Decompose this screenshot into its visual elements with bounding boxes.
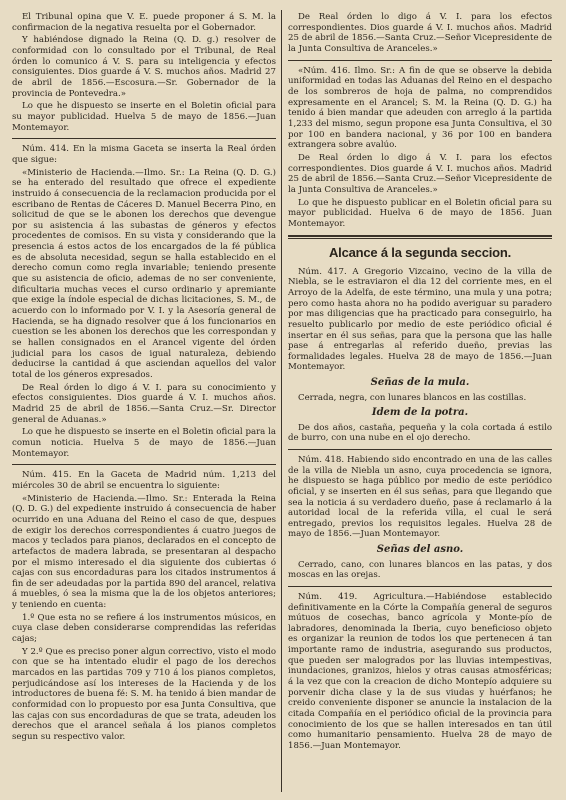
paragraph: Lo que he dispuesto se inserte en el Boletin oficial para su mayor publicidad. Huelva 5 de mayo de 1856.—Juan Montemayor. [12, 101, 276, 133]
paragraph: El Tribunal opina que V. E. puede proponer á S. M. la confirmacion de la negativa resuelta por el Gobernador. [12, 12, 276, 33]
subheading: Señas del asno. [376, 544, 464, 556]
paragraph: De dos años, castaña, pequeña y la cola cortada á estilo de burro, con una nube en el ojo derecho. [288, 422, 552, 444]
paragraph: Cerrada, negra, con lunares blancos en las costillas. [298, 392, 527, 403]
paragraph: Lo que he dispuesto se inserte en el Boletin oficial para la comun noticia. Huelva 5 de mayo de 1856.—Juan Montemayor. [12, 427, 276, 459]
paragraph: Y 2.º Que es preciso poner algun correctivo, visto el modo con que se ha intentado eludir el pago de los derechos marcados en las partidas 709 y 710 á los pianos completos, perjudicándose así los intereses de la Hacienda y de los introductores de buena fé: S. M. ha tenido á bien mandar de conformidad con lo propuesto por esa Junta Consultiva, que las cajas con sus encordaduras de que se trata, adeuden los derechos que el arancel señala á los pianos completos segun su respectivo valor. [12, 646, 276, 742]
section-rule [288, 235, 552, 239]
paragraph: De Real órden lo digo á V. I. para los efectos correspondientes. Dios guarde á V. I. muchos años. Madrid 25 de abril de 1856.—Santa Cruz.—Señor Vicepresidente de la Junta Consultiva de Aranceles.» [288, 152, 552, 195]
paragraph: Núm. 417. A Gregorio Vizcaino, vecino de la villa de Niebla, se le estraviaron el dia 12 del corriente mes, en el Arroyo de la Adelfa, de este término, una mula y una potra; pero como hasta ahora no ha podido averiguar su paradero por mas diligencias que ha practicado para conseguirlo, ha resuelto publicarlo por medio de este periódico oficial é insertar en él sus señas, para que la persona que las halle pase á entregarlas al referido dueño, previas las formalidades legales. Huelva 28 de mayo de 1856.—Juan Montemayor. [288, 266, 552, 373]
paragraph: Núm. 415. En la Gaceta de Madrid núm. 1,213 del miércoles 30 de abril se encuentra lo siguiente: [12, 470, 276, 491]
right-column [288, 12, 552, 754]
column-divider [281, 10, 282, 792]
paragraph: 1.º Que esta no se refiere á los instrumentos músicos, en cuya clase deben considerarse comprendidas las referidas cajas; [12, 612, 276, 645]
left-column [12, 12, 276, 745]
paragraph: Y habiéndose dignado la Reina (Q. D. g.) resolver de conformidad con lo consultado por el Tribunal, de Real órden lo comunico á V. S. para su inteligencia y efectos consiguientes. Dios guarde á V. S. muchos años. Madrid 27 de abril de 1856.—Escosura.—Sr. Gobernador de la provincia de Pontevedra.» [12, 35, 276, 99]
separator-rule [12, 464, 276, 465]
separator-rule [288, 449, 552, 450]
subheading: Señas de la mula. [370, 377, 470, 389]
separator-rule [288, 586, 552, 587]
paragraph: Lo que he dispuesto publicar en el Boletin oficial para su mayor publicidad. Huelva 6 de mayo de 1856. Juan Montemayor. [288, 197, 552, 229]
paragraph: Cerrado, cano, con lunares blancos en las patas, y dos moscas en las orejas. [288, 559, 552, 581]
section-title: Alcance á la segunda seccion. [328, 245, 512, 261]
paragraph: «Ministerio de Hacienda.—Ilmo. Sr.: La Reina (Q. D. G.) se ha enterado del resultado que ofrece el expediente instruido á consecuencia de la reclamacion producida por el escribano de Rentas de Cáceres D. Manuel Becerra Pino, en solicitud de que se le abonen los derechos que devengue por su asistencia á las subastas de géneros y efectos procedentes de comisos. En su vista y considerando que la presencia á estos actos de los encargados de la fé pública es de absoluta necesidad, segun se halla establecido en el derecho comun como regla invariable; teniendo presente que su asistencia de oficio, ademas de no ser conveniente, dificultaria muchas veces el curso ordinario y apremiante que exige la índole especial de dichas licitaciones, S. M., de acuerdo con lo informado por V. I. y la Asesoría general de Hacienda, se ha dignado resolver que á los funcionarios en cuestion se les abonen los derechos que les correspondan y se hallen consignados en el Arancel vigente del órden judicial para los casos de igual naturaleza, debiendo deducirse la cantidad á que asciendan aquellos del valor total de los géneros expresados. [12, 167, 276, 380]
paragraph: De Real órden lo digo á V. I. para su conocimiento y efectos consiguientes. Dios guarde á V. I. muchos años. Madrid 25 de abril de 1856.—Santa Cruz.—Sr. Director general de Aduanas.» [12, 382, 276, 425]
paragraph: «Ministerio de Hacienda.—Ilmo. Sr.: Enterada la Reina (Q. D. G.) del expediente instruido á consecuencia de haber ocurrido en una Aduana del Reino el caso de que, despues de exigir los derechos correspondientes á cuatro juegos de macos y teclados para pianos, declarados en el concepto de artefactos de madera labrada, se presentaran al despacho por el mismo interesado el dia siguiente dos cubiertas ó cajas con sus encordaduras para los citados instrumentos á fin de ser adeudadas por la partida 890 del arancel, relativa á muebles, ó sea la misma que la de los objetos anteriores; y teniendo en cuenta: [12, 493, 276, 611]
separator-rule [288, 60, 552, 61]
paragraph: De Real órden lo digo á V. I. para los efectos correspondientes. Dios guarde á V. I. muchos años. Madrid 25 de abril de 1856.—Santa Cruz.—Señor Vicepresidente de la Junta Consultiva de Aranceles.» [288, 12, 552, 54]
subheading: Idem de la potra. [371, 407, 469, 419]
paragraph: Núm. 419. Agricultura.—Habiéndose establecido definitivamente en la Córte la Compañía general de seguros mútuos de cosechas, banco agrícola y Monte-pío de labradores, denominada la Iberia, cuyo beneficioso objeto es organizar la reunion de todos los que pertenecen á tan importante ramo de industria, asegurando sus productos, que pueden ser malogrados por las lluvias intempestivas, inundaciones, granizos, hielos y otras causas atmosféricas; á la vez que con la creacion de dicho Montepío adquiere su porvenir dicha clase y la de sus viudas y huérfanos; he creido conveniente disponer se anuncie la instalacion de la citada Compañía en el periódico oficial de la provincia para conocimiento de los que se hallen interesados en tan útil como humanitario pensamiento. Huelva 28 de mayo de 1856.—Juan Montemayor. [288, 591, 552, 752]
separator-rule [12, 138, 276, 139]
paragraph: «Núm. 416. Ilmo. Sr.: A fin de que se observe la debida uniformidad en todas las Aduanas del Reino en el despacho de los sombreros de hoja de palma, no comprendidos expresamente en el Arancel; S. M. la Reina (Q. D. G.) ha tenido á bien mandar que adeuden con arreglo á la partida 1,233 del mismo, segun propone esa Junta Consultiva, el 30 por 100 en bandera nacional, y 36 por 100 en bandera extrangera sobre avalúo. [288, 65, 552, 151]
paragraph: Núm. 414. En la misma Gaceta se inserta la Real órden que sigue: [12, 144, 276, 165]
paragraph: Núm. 418. Habiendo sido encontrado en una de las calles de la villa de Niebla un asno, cuya procedencia se ignora, he dispuesto se haga público por medio de este periódico oficial, y se inserten en él sus señas, para que llegando que sea la noticia á su verdadero dueño, pase á reclamarlo á la autoridad local de la referida villa, el cual le será entregado, previos los requisitos legales. Huelva 28 de mayo de 1856.—Juan Montemayor. [288, 454, 552, 540]
